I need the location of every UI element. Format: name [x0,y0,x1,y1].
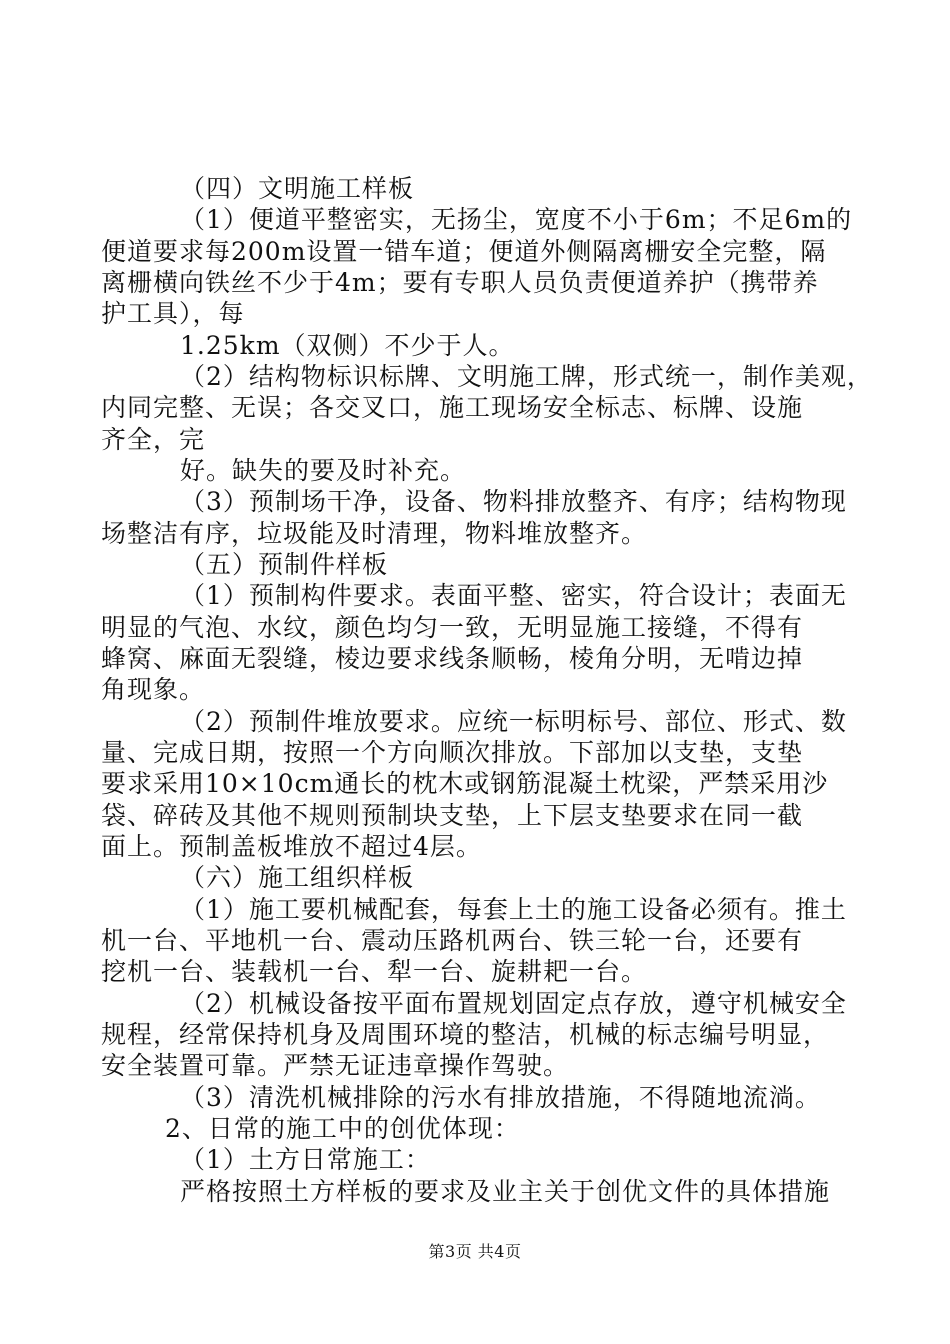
text-line: （2）结构物标识标牌、文明施工牌，形式统一，制作美观， [180,362,873,391]
text-line: （2）预制件堆放要求。应统一标明标号、部位、形式、数 [180,707,847,736]
text-line: 角现象。 [101,675,206,704]
text-line: 好。缺失的要及时补充。 [180,456,467,485]
text-line: 离栅横向铁丝不少于4m；要有专职人员负责便道养护（携带养 [101,268,819,297]
text-line: 内同完整、无误；各交叉口，施工现场安全标志、标牌、设施 [101,393,804,422]
text-line: 面上。预制盖板堆放不超过4层。 [101,832,482,861]
text-line: （3）清洗机械排除的污水有排放措施，不得随地流淌。 [180,1083,821,1112]
text-line: 场整洁有序，垃圾能及时清理，物料堆放整齐。 [101,519,648,548]
text-line: 挖机一台、装载机一台、犁一台、旋耕耙一台。 [101,957,648,986]
page-number-footer: 第3页 共4页 [428,1242,522,1261]
text-line: 机一台、平地机一台、震动压路机两台、铁三轮一台，还要有 [101,926,804,955]
text-line: （四）文明施工样板 [180,174,415,203]
text-line: 安全装置可靠。严禁无证违章操作驾驶。 [101,1051,570,1080]
text-line: （1）便道平整密实，无扬尘，宽度不小于6m；不足6m的 [180,205,853,234]
text-line: 明显的气泡、水纹，颜色均匀一致，无明显施工接缝，不得有 [101,613,804,642]
text-line: （五）预制件样板 [180,550,389,579]
text-line: （3）预制场干净，设备、物料排放整齐、有序；结构物现 [180,487,847,516]
text-line: 1.25km（双侧）不少于人。 [180,331,515,360]
text-line: （1）土方日常施工： [180,1145,431,1174]
text-line: 齐全，完 [101,425,206,454]
text-line: （1）预制构件要求。表面平整、密实，符合设计；表面无 [180,581,847,610]
text-line: （1）施工要机械配套，每套上土的施工设备必须有。推土 [180,895,847,924]
text-line: 严格按照土方样板的要求及业主关于创优文件的具体措施 [180,1177,831,1206]
text-line: 便道要求每200m设置一错车道；便道外侧隔离栅安全完整，隔 [101,237,827,266]
text-line: 蜂窝、麻面无裂缝，棱边要求线条顺畅，棱角分明，无啃边掉 [101,644,804,673]
text-line: 要求采用10×10cm通长的枕木或钢筋混凝土枕梁，严禁采用沙 [101,769,829,798]
text-line: 2、日常的施工中的创优体现： [165,1114,520,1143]
text-line: 规程，经常保持机身及周围环境的整洁，机械的标志编号明显， [101,1020,830,1049]
text-line: （六）施工组织样板 [180,863,415,892]
text-line: 量、完成日期，按照一个方向顺次排放。下部加以支垫，支垫 [101,738,804,767]
text-line: （2）机械设备按平面布置规划固定点存放，遵守机械安全 [180,989,847,1018]
text-line: 护工具），每 [101,299,245,328]
text-line: 袋、碎砖及其他不规则预制块支垫，上下层支垫要求在同一截 [101,801,804,830]
